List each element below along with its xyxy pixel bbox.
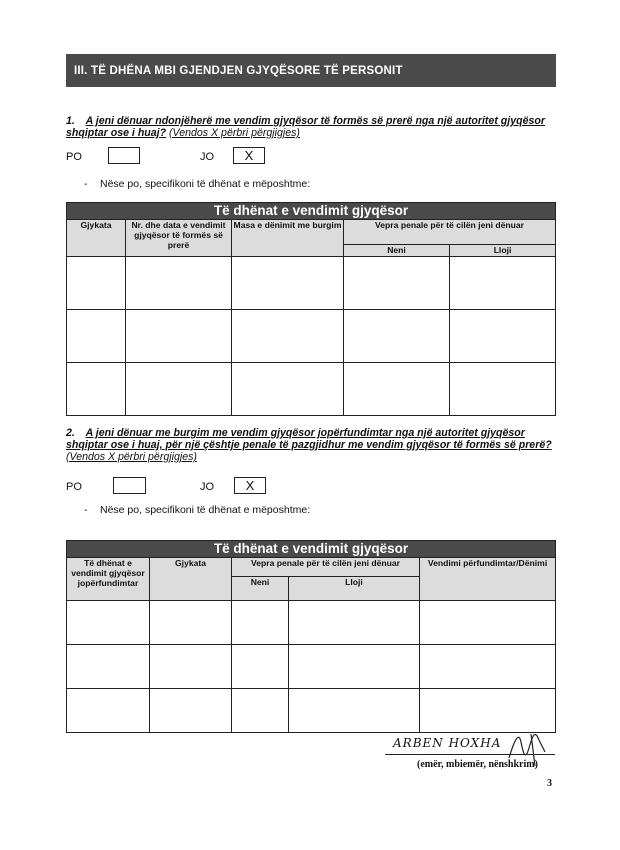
table-row [67, 689, 556, 733]
q2-bullet-text: Nëse po, specifikoni të dhënat e mëposhtme: [100, 504, 311, 516]
section-title: III. TË DHËNA MBI GJENDJEN GJYQËSORE TË PERSONIT [74, 64, 403, 77]
table-row [67, 601, 556, 645]
q1-po-checkbox[interactable] [108, 147, 140, 164]
table-row [67, 645, 556, 689]
q1-po-label: PO [66, 151, 82, 163]
question-2-text: A jeni dënuar me burgim me vendim gjyqësor jopërfundimtar nga një autoritet gjyqësor shqiptar ose i huaj, për një çështje penale të pazgjidhur me vendim gjyqësor të formës së prerë? [66, 427, 552, 451]
q1-jo-label: JO [200, 151, 215, 163]
table-2-col-court: Gjykata [150, 558, 232, 601]
table-row [67, 310, 556, 363]
table-cell[interactable] [67, 601, 150, 645]
question-2-number: 2. [66, 427, 75, 439]
q1-bullet: - [84, 178, 88, 190]
table-cell[interactable] [232, 601, 289, 645]
q2-bullet: - [84, 504, 88, 516]
q2-po-checkbox[interactable] [113, 477, 146, 494]
table-cell[interactable] [344, 363, 450, 416]
q2-jo-checkbox[interactable]: X [234, 477, 266, 494]
table-cell[interactable] [420, 689, 556, 733]
table-cell[interactable] [232, 257, 344, 310]
table-cell[interactable] [450, 363, 556, 416]
table-1-col-court: Gjykata [67, 220, 126, 257]
q2-jo-label: JO [200, 481, 215, 493]
table-1-col-article: Neni [344, 245, 450, 257]
question-1 [66, 115, 558, 139]
question-1-text: A jeni dënuar ndonjëherë me vendim gjyqësor të formës së prerë nga një autoritet gjyqësor shqiptar ose i huaj? [66, 115, 545, 139]
signature-caption: (emër, mbiemër, nënshkrim) [417, 759, 538, 770]
table-2-col-final: Vendimi përfundimtar/Dënimi [420, 558, 556, 601]
table-cell[interactable] [126, 363, 232, 416]
table-cell[interactable] [67, 689, 150, 733]
table-cell[interactable] [289, 645, 420, 689]
decision-table-2 [66, 540, 556, 733]
table-2-col-article: Neni [232, 577, 289, 601]
table-cell[interactable] [150, 689, 232, 733]
table-1-col-offense: Vepra penale për të cilën jeni dënuar [344, 220, 556, 245]
table-cell[interactable] [450, 310, 556, 363]
table-2-col-type: Lloji [289, 577, 420, 601]
table-1-title: Të dhënat e vendimit gjyqësor [67, 203, 556, 220]
table-2-col-offense: Vepra penale për të cilën jeni dënuar [232, 558, 420, 577]
table-2-col-data: Të dhënat e vendimit gjyqësor jopërfundimtar [67, 558, 150, 601]
table-cell[interactable] [420, 601, 556, 645]
table-cell[interactable] [67, 310, 126, 363]
table-cell[interactable] [420, 645, 556, 689]
table-cell[interactable] [67, 257, 126, 310]
table-1-col-decision: Nr. dhe data e vendimit gjyqësor të formës së prerë [126, 220, 232, 257]
question-1-number: 1. [66, 115, 75, 127]
page-number: 3 [547, 778, 552, 789]
handwritten-signature: ARBEN HOXHA [393, 736, 502, 750]
table-cell[interactable] [344, 310, 450, 363]
table-cell[interactable] [289, 689, 420, 733]
table-cell[interactable] [67, 645, 150, 689]
table-cell[interactable] [232, 310, 344, 363]
section-header [66, 54, 556, 87]
table-cell[interactable] [67, 363, 126, 416]
decision-table-1 [66, 202, 556, 416]
question-1-note: (Vendos X përbri përgjigjes) [169, 127, 300, 139]
table-cell[interactable] [150, 645, 232, 689]
table-cell[interactable] [289, 601, 420, 645]
signature-line [385, 754, 555, 755]
table-row [67, 363, 556, 416]
question-2-note: (Vendos X përbri përgjigjes) [66, 451, 197, 463]
table-cell[interactable] [126, 257, 232, 310]
q2-po-label: PO [66, 481, 82, 493]
table-cell[interactable] [344, 257, 450, 310]
table-cell[interactable] [232, 689, 289, 733]
table-cell[interactable] [126, 310, 232, 363]
question-2 [66, 427, 558, 463]
q1-bullet-text: Nëse po, specifikoni të dhënat e mëposhtme: [100, 178, 311, 190]
table-cell[interactable] [150, 601, 232, 645]
table-cell[interactable] [232, 363, 344, 416]
table-1-col-penalty: Masa e dënimit me burgim [232, 220, 344, 257]
table-cell[interactable] [232, 645, 289, 689]
q1-jo-checkbox[interactable]: X [233, 147, 265, 164]
table-1-col-type: Lloji [450, 245, 556, 257]
table-2-title: Të dhënat e vendimit gjyqësor [67, 541, 556, 558]
table-cell[interactable] [450, 257, 556, 310]
table-row [67, 257, 556, 310]
